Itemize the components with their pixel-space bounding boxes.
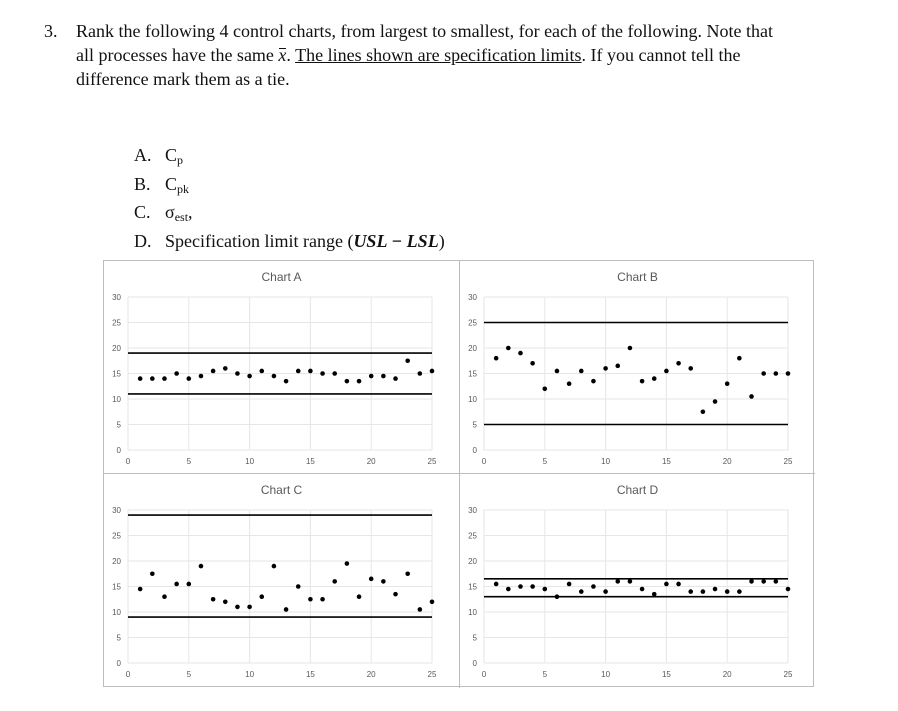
option-a xyxy=(134,144,445,173)
chart-c-point xyxy=(430,600,435,605)
option-letter: C. xyxy=(134,202,151,222)
chart-a-point xyxy=(235,371,240,376)
option-c xyxy=(134,201,445,230)
chart-d-point xyxy=(664,582,669,587)
chart-a-x-tick-label: 10 xyxy=(245,457,255,466)
chart-c-point xyxy=(150,571,155,576)
chart-d-point xyxy=(652,592,657,597)
chart-a-point xyxy=(174,371,179,376)
chart-d-point xyxy=(640,587,645,592)
chart-c-point xyxy=(284,607,289,612)
chart-b-x-tick-label: 20 xyxy=(722,457,732,466)
chart-b-point xyxy=(737,356,742,361)
chart-a-y-tick-label: 5 xyxy=(116,420,121,430)
chart-d-title: Chart D xyxy=(616,483,659,497)
chart-c-point xyxy=(381,579,386,584)
chart-a-point xyxy=(259,369,264,374)
chart-b-point xyxy=(749,394,754,399)
option-tail: , xyxy=(188,202,193,222)
chart-a-point xyxy=(187,376,192,381)
option-letter: D. xyxy=(134,230,152,251)
chart-d-y-tick-label: 30 xyxy=(468,506,477,515)
chart-b-y-tick-label: 10 xyxy=(468,395,477,404)
chart-b-x-tick-label: 15 xyxy=(661,457,671,466)
chart-d-point xyxy=(749,579,754,584)
option-d xyxy=(134,230,445,254)
option-label: C xyxy=(165,173,178,194)
chart-a-point xyxy=(150,376,155,381)
chart-c-y-tick-label: 20 xyxy=(112,557,121,566)
option-math: USL − LSL xyxy=(353,230,439,251)
chart-b-point xyxy=(725,381,730,386)
chart-b-point xyxy=(664,369,669,374)
option-letter: A. xyxy=(134,145,152,165)
chart-c-point xyxy=(393,592,398,597)
chart-b-x-tick-label: 10 xyxy=(601,457,611,466)
chart-a-point xyxy=(296,369,301,374)
chart-d-point xyxy=(676,582,681,587)
chart-b-point xyxy=(543,387,548,392)
chart-a-y-tick-label: 15 xyxy=(112,369,121,379)
chart-b-point xyxy=(530,361,535,366)
chart-b-point xyxy=(774,371,779,376)
chart-a-point xyxy=(345,379,350,384)
chart-c-x-tick-label: 20 xyxy=(366,670,376,679)
chart-a-point xyxy=(369,374,374,379)
chart-d-point xyxy=(603,589,608,594)
chart-c-point xyxy=(211,597,216,602)
chart-d-point xyxy=(555,594,560,599)
chart-d-point xyxy=(774,579,779,584)
chart-c-x-tick-label: 0 xyxy=(125,670,131,679)
chart-c-point xyxy=(332,579,337,584)
chart-a-point xyxy=(284,379,289,384)
chart-d-point xyxy=(506,587,511,592)
option-b xyxy=(134,173,445,202)
chart-c-point xyxy=(187,582,192,587)
chart-a-point xyxy=(162,376,167,381)
option-subscript: est xyxy=(174,210,189,224)
chart-c-point xyxy=(369,577,374,582)
chart-a-y-tick-label: 30 xyxy=(112,293,121,302)
chart-b-point xyxy=(506,346,511,351)
option-label: C xyxy=(165,145,178,165)
chart-a-point xyxy=(247,374,252,379)
chart-b-point xyxy=(786,371,791,376)
chart-b-point xyxy=(567,381,572,386)
chart-d-point xyxy=(786,587,791,592)
chart-d-point xyxy=(628,579,633,584)
question-text xyxy=(76,19,876,91)
chart-a-point xyxy=(405,358,410,363)
chart-d-point xyxy=(761,579,766,584)
chart-d-point xyxy=(530,584,535,589)
question-line-1: Rank the following 4 control charts, from largest to smallest, for each of the following. Note that xyxy=(76,21,773,41)
chart-d-x-tick-label: 10 xyxy=(601,670,611,679)
chart-d-y-tick-label: 5 xyxy=(472,633,477,643)
spec-limits-note: The lines shown are specification limits xyxy=(295,45,582,65)
chart-b-point xyxy=(518,351,523,356)
chart-b-x-tick-label: 5 xyxy=(542,457,548,466)
chart-a-y-tick-label: 10 xyxy=(112,395,121,404)
chart-a-y-tick-label: 0 xyxy=(116,446,121,455)
chart-a-y-tick-label: 20 xyxy=(112,344,121,353)
chart-d-point xyxy=(567,582,572,587)
chart-a-point xyxy=(357,379,362,384)
chart-c-y-tick-label: 0 xyxy=(116,659,121,668)
chart-d-y-tick-label: 10 xyxy=(468,608,477,617)
chart-a-y-tick-label: 25 xyxy=(112,318,121,328)
charts-svg xyxy=(104,261,815,688)
chart-c-point xyxy=(272,564,277,569)
chart-d-point xyxy=(591,584,596,589)
chart-d-x-tick-label: 15 xyxy=(661,670,671,679)
question-line-2-start: all processes have the same xyxy=(76,45,279,65)
chart-a-point xyxy=(308,369,313,374)
chart-b-x-tick-label: 0 xyxy=(481,457,487,466)
chart-c-point xyxy=(418,607,423,612)
chart-c-y-tick-label: 5 xyxy=(116,633,121,643)
chart-a-point xyxy=(418,371,423,376)
chart-c-point xyxy=(162,594,167,599)
chart-a-x-tick-label: 25 xyxy=(427,457,437,466)
chart-a-title: Chart A xyxy=(261,270,302,284)
chart-c-point xyxy=(320,597,325,602)
option-subscript: p xyxy=(177,153,184,167)
chart-d-point xyxy=(543,587,548,592)
chart-b-point xyxy=(555,369,560,374)
chart-d-point xyxy=(737,589,742,594)
chart-c-point xyxy=(308,597,313,602)
chart-d-x-tick-label: 0 xyxy=(481,670,487,679)
chart-b-y-tick-label: 15 xyxy=(468,369,477,379)
chart-c-point xyxy=(235,605,240,610)
chart-a-point xyxy=(223,366,228,371)
option-subscript: pk xyxy=(177,181,190,196)
chart-d-point xyxy=(615,579,620,584)
chart-a-point xyxy=(320,371,325,376)
chart-a-x-tick-label: 20 xyxy=(366,457,376,466)
chart-c-point xyxy=(138,587,143,592)
option-letter: B. xyxy=(134,173,151,194)
chart-b-point xyxy=(640,379,645,384)
chart-a-point xyxy=(430,369,435,374)
question-line-2-end: . If you cannot tell the xyxy=(581,45,741,65)
chart-b-point xyxy=(579,369,584,374)
chart-b-y-tick-label: 0 xyxy=(472,446,477,455)
chart-a-x-tick-label: 5 xyxy=(186,457,192,466)
chart-b-point xyxy=(652,376,657,381)
chart-d-point xyxy=(701,589,706,594)
chart-b-title: Chart B xyxy=(617,270,658,284)
chart-c-x-tick-label: 5 xyxy=(186,670,192,679)
chart-b-y-tick-label: 5 xyxy=(472,420,477,430)
chart-b-y-tick-label: 25 xyxy=(468,318,477,328)
chart-d-point xyxy=(579,589,584,594)
option-label: σ xyxy=(165,202,175,222)
chart-c-point xyxy=(259,594,264,599)
chart-b-point xyxy=(676,361,681,366)
chart-b-point xyxy=(628,346,633,351)
chart-d-point xyxy=(688,589,693,594)
chart-a-point xyxy=(381,374,386,379)
charts-grid xyxy=(103,260,814,687)
chart-a-point xyxy=(272,374,277,379)
chart-b-point xyxy=(761,371,766,376)
chart-c-point xyxy=(345,561,350,566)
chart-a-x-tick-label: 0 xyxy=(125,457,131,466)
question-line-2-mid: . xyxy=(286,45,296,65)
chart-d-x-tick-label: 25 xyxy=(783,670,793,679)
chart-c-point xyxy=(247,605,252,610)
chart-d-point xyxy=(518,584,523,589)
option-label: Specification limit range ( xyxy=(165,230,354,251)
chart-d-x-tick-label: 20 xyxy=(722,670,732,679)
chart-b-y-tick-label: 20 xyxy=(468,344,477,353)
chart-a-point xyxy=(211,369,216,374)
chart-a-x-tick-label: 15 xyxy=(305,457,315,466)
chart-c-point xyxy=(199,564,204,569)
option-tail: ) xyxy=(438,230,445,251)
chart-d-y-tick-label: 20 xyxy=(468,557,477,566)
chart-c-point xyxy=(223,600,228,605)
chart-c-y-tick-label: 10 xyxy=(112,608,121,617)
chart-d-y-tick-label: 15 xyxy=(468,582,477,592)
chart-c-x-tick-label: 10 xyxy=(245,670,255,679)
chart-d-point xyxy=(494,582,499,587)
question-number: 3. xyxy=(44,21,58,41)
chart-d-point xyxy=(713,587,718,592)
chart-d-y-tick-label: 25 xyxy=(468,531,477,541)
chart-a-point xyxy=(393,376,398,381)
chart-b-point xyxy=(591,379,596,384)
option-list xyxy=(134,144,445,253)
chart-a-point xyxy=(138,376,143,381)
chart-b-point xyxy=(494,356,499,361)
chart-b-y-tick-label: 30 xyxy=(468,293,477,302)
chart-b-point xyxy=(713,399,718,404)
chart-c-point xyxy=(405,571,410,576)
chart-d-y-tick-label: 0 xyxy=(472,659,477,668)
chart-c-y-tick-label: 25 xyxy=(112,531,121,541)
chart-c-y-tick-label: 15 xyxy=(112,582,121,592)
chart-c-y-tick-label: 30 xyxy=(112,506,121,515)
chart-d-x-tick-label: 5 xyxy=(542,670,548,679)
chart-b-point xyxy=(603,366,608,371)
chart-b-point xyxy=(615,364,620,369)
xbar-symbol: x xyxy=(278,45,287,65)
question-line-3: difference mark them as a tie. xyxy=(76,69,290,89)
chart-b-point xyxy=(688,366,693,371)
chart-b-point xyxy=(701,409,706,414)
chart-c-x-tick-label: 25 xyxy=(427,670,437,679)
chart-c-x-tick-label: 15 xyxy=(305,670,315,679)
chart-b-x-tick-label: 25 xyxy=(783,457,793,466)
chart-a-point xyxy=(332,371,337,376)
chart-d-point xyxy=(725,589,730,594)
chart-c-point xyxy=(357,594,362,599)
chart-c-title: Chart C xyxy=(260,483,303,497)
chart-c-point xyxy=(296,584,301,589)
chart-a-point xyxy=(199,374,204,379)
chart-c-point xyxy=(174,582,179,587)
